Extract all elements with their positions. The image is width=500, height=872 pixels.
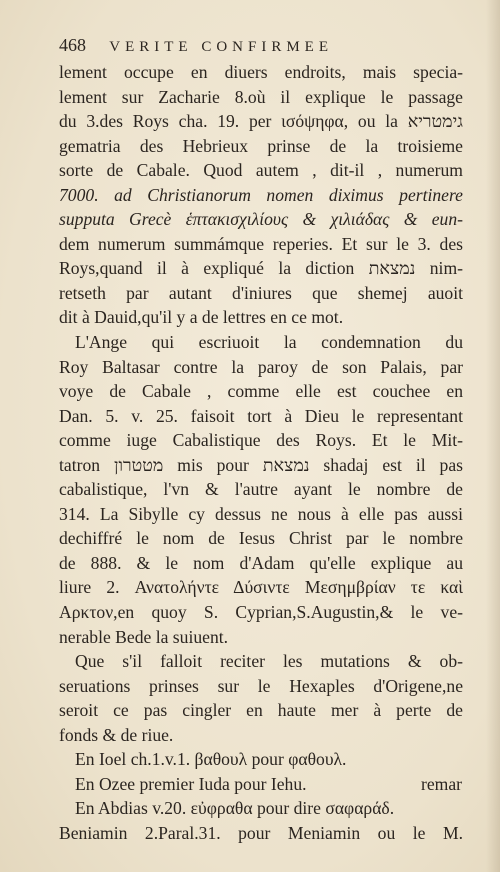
text-line: comme iuge Cabalistique des Roys. Et le Mit-	[59, 430, 463, 451]
text-line: 7000. ad Christianorum nomen diximus pertinere	[59, 184, 463, 205]
text-line: 314. La Sibylle cy dessus ne nous à elle pas aussi	[59, 503, 463, 524]
text-line: dem numerum summámque reperies. Et sur le 3. des	[59, 233, 463, 254]
text-line: dit à Dauid,qu'il y a de lettres en ce mot.	[59, 307, 344, 328]
text-line: seruations prinses sur le Hexaples d'Origene,ne	[59, 675, 463, 696]
catchword: remar	[420, 774, 462, 794]
text-line: voye de Cabale , comme elle est couchee en	[59, 381, 463, 402]
text-line: Beniamin 2.Paral.31. pour Meniamin ou le M.	[59, 822, 463, 843]
text-line: Roy Baltasar contre la paroy de son Palais, par	[59, 356, 463, 377]
text-line: En Abdias v.20. εὐφραθα pour dire σαφαράδ.	[75, 798, 395, 819]
text-line: lement occupe en diuers endroits, mais specia-	[59, 62, 463, 82]
body-text	[59, 60, 463, 846]
text-line: gematria des Hebrieux prinse de la troisieme	[59, 135, 463, 156]
running-title: VERITE CONFIRMEE	[109, 39, 333, 55]
text-line: L'Ange qui escriuoit la condemnation du	[75, 332, 463, 353]
text-line: lement sur Zacharie 8.où il explique le passage	[59, 86, 463, 107]
text-line: supputa Grecè ἑπτακισχιλίους & χιλιάδας & eun-	[59, 209, 463, 230]
text-line: de 888. & le nom d'Adam qu'elle explique au	[59, 552, 463, 573]
text-line: seroit ce pas cingler en haute mer à perte de	[59, 700, 463, 721]
page-number: 468	[59, 35, 86, 55]
text-line: du 3.des Roys cha. 19. per ισόψηφα, ou la גימטריא	[59, 111, 463, 132]
page-edge-shadow	[486, 0, 500, 872]
text-line: Dan. 5. v. 25. faisoit tort à Dieu le representant	[59, 405, 463, 426]
page-header	[59, 35, 459, 59]
text-line: Αρκτον,en quoy S. Cyprian,S.Augustin,& le ve-	[59, 602, 463, 623]
text-line: fonds & de riue.	[59, 724, 174, 745]
text-line: cabalistique, l'vn & l'autre ayant le nombre de	[59, 479, 463, 500]
text-line: retseth par autant d'iniures que shemej auoit	[59, 282, 463, 303]
text-line: tatron מטטרון mis pour נמצאת shadaj est il pas	[59, 454, 463, 475]
text-line: Roys,quand il à expliqué la diction נמצאת nim-	[59, 258, 463, 279]
text-line: sorte de Cabale. Quod autem , dit-il , numerum	[59, 160, 463, 181]
text-line: liure 2. Ανατολήντε Δύσιντε Μεσημβρίαν τε καὶ	[59, 577, 463, 598]
text-line: dechiffré le nom de Iesus Christ par le nombre	[59, 528, 463, 549]
text-line: En Ozee premier Iuda pour Iehu.	[75, 773, 307, 794]
text-line: Que s'il falloit reciter les mutations & ob-	[75, 651, 463, 672]
text-line: nerable Bede la suiuent.	[59, 626, 229, 647]
text-line: En Ioel ch.1.v.1. βαθουλ pour φαθουλ.	[75, 749, 347, 770]
